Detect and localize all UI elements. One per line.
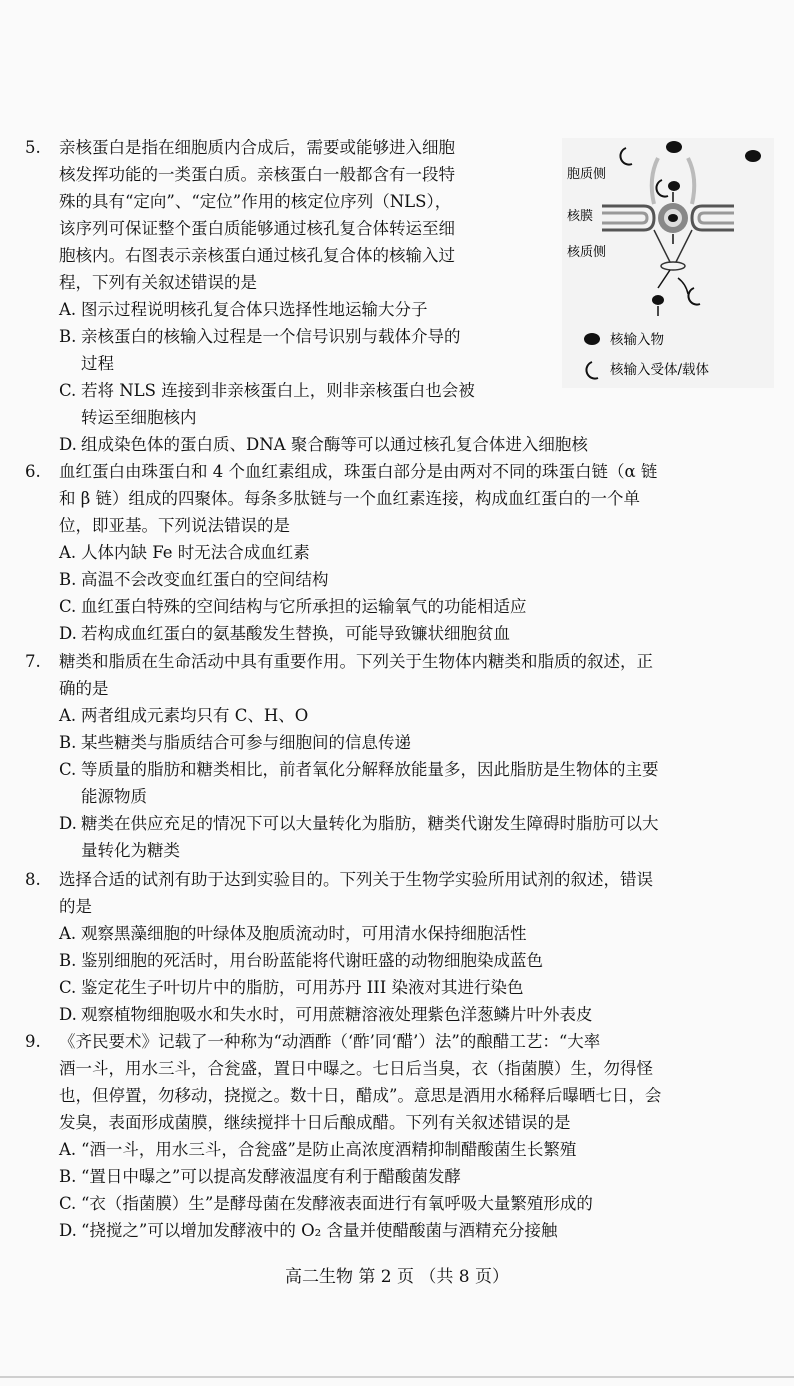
left-membrane-inner <box>602 213 647 223</box>
option-a <box>25 539 775 566</box>
option-text: “衣（指菌膜）生”是酵母菌在发酵液表面进行有氧呼吸大量繁殖形成的 <box>81 1194 593 1213</box>
stem-text: 程，下列有关叙述错误的是 <box>59 273 257 292</box>
option-text: 鉴别细胞的死活时，用台盼蓝能将代谢旺盛的动物细胞染成蓝色 <box>81 951 543 970</box>
receptor-crescent <box>620 148 632 165</box>
option-c <box>25 1190 775 1217</box>
option-c <box>25 593 775 620</box>
option-letter: D. <box>59 624 77 643</box>
option-text: 能源物质 <box>81 787 147 806</box>
option-d <box>25 431 775 458</box>
question-6 <box>25 458 775 647</box>
option-text: 量转化为糖类 <box>81 841 180 860</box>
option-text: 等质量的脂肪和糖类相比，前者氧化分解释放能量多，因此脂肪是生物体的主要 <box>81 760 659 779</box>
option-text: “酒一斗，用水三斗，合瓮盛”是防止高浓度酒精抑制醋酸菌生长繁殖 <box>81 1140 577 1159</box>
option-letter: D. <box>59 1005 77 1024</box>
question-stem-line <box>25 648 775 675</box>
option-c <box>25 783 775 810</box>
stem-text: 发臭，表面形成菌膜，继续搅拌十日后酿成醋。下列有关叙述错误的是 <box>59 1113 571 1132</box>
question-stem-line <box>25 1055 775 1082</box>
right-membrane-inner <box>699 213 734 223</box>
question-number: 9. <box>25 1032 41 1051</box>
question-stem-line <box>25 485 775 512</box>
option-text: 高温不会改变血红蛋白的空间结构 <box>81 570 329 589</box>
legend-receptor-icon <box>586 362 598 379</box>
stem-text: 《齐民要术》记载了一种称为“动酒酢（‘酢’同‘醋’）法”的酿醋工艺：“大率 <box>59 1032 601 1051</box>
option-letter: D. <box>59 814 77 833</box>
option-b <box>25 1163 775 1190</box>
cargo-dot <box>652 295 664 305</box>
option-d <box>25 837 775 864</box>
legend-receptor-label: 核输入受体/载体 <box>610 362 710 378</box>
question-8 <box>25 866 775 1028</box>
question-number: 7. <box>25 652 41 671</box>
option-text: 两者组成元素均只有 C、H、O <box>81 706 309 725</box>
question-7 <box>25 648 775 864</box>
basket-ring <box>661 262 685 270</box>
receptor-crescent <box>656 180 668 197</box>
bottom-rule <box>0 1376 794 1378</box>
option-letter: B. <box>59 327 77 346</box>
stem-text: 位，即亚基。下列说法错误的是 <box>59 516 290 535</box>
question-stem-line <box>25 1082 775 1109</box>
option-letter: D. <box>59 1221 77 1240</box>
option-text: 人体内缺 Fe 时无法合成血红素 <box>81 543 310 562</box>
option-letter: C. <box>59 597 77 616</box>
nuclear-pore-diagram <box>562 138 774 388</box>
label-nucleoplasm: 核质侧 <box>567 245 607 260</box>
option-letter: B. <box>59 733 77 752</box>
stem-text: 选择合适的试剂有助于达到实验目的。下列关于生物学实验所用试剂的叙述，错误 <box>59 870 653 889</box>
label-membrane: 核膜 <box>567 209 594 224</box>
stem-text: 亲核蛋白是指在细胞质内合成后，需要或能够进入细胞 <box>59 138 455 157</box>
question-stem-line <box>25 458 775 485</box>
option-a <box>25 702 775 729</box>
question-stem-line <box>25 675 775 702</box>
legend-cargo-icon <box>584 333 600 345</box>
cargo-dot <box>668 181 680 191</box>
stem-text: 该序列可保证整个蛋白质能够通过核孔复合体转运至细 <box>59 219 455 238</box>
option-text: 图示过程说明核孔复合体只选择性地运输大分子 <box>81 300 428 319</box>
option-letter: B. <box>59 570 77 589</box>
option-text: 糖类在供应充足的情况下可以大量转化为脂肪，糖类代谢发生障碍时脂肪可以大 <box>81 814 659 833</box>
option-text: 某些糖类与脂质结合可参与细胞间的信息传递 <box>81 733 411 752</box>
option-text: 组成染色体的蛋白质、DNA 聚合酶等可以通过核孔复合体进入细胞核 <box>81 435 588 454</box>
option-text: 若构成血红蛋白的氨基酸发生替换，可能导致镰状细胞贫血 <box>81 624 510 643</box>
stem-text: 也，但停置，勿移动，挠搅之。数十日，醋成”。意思是酒用水稀释后曝晒七日，会 <box>59 1086 662 1105</box>
cargo-dot <box>745 150 761 162</box>
stem-text: 确的是 <box>59 679 109 698</box>
option-letter: B. <box>59 951 77 970</box>
option-letter: A. <box>59 706 77 725</box>
option-letter: A. <box>59 543 77 562</box>
option-text: “挠搅之”可以增加发酵液中的 O₂ 含量并使醋酸菌与酒精充分接触 <box>81 1221 558 1240</box>
question-9 <box>25 1028 775 1244</box>
option-letter: C. <box>59 760 77 779</box>
option-letter: A. <box>59 300 77 319</box>
nuclear-import-figure <box>562 138 774 388</box>
option-d <box>25 1001 775 1028</box>
option-letter: B. <box>59 1167 77 1186</box>
option-text: 观察黑藻细胞的叶绿体及胞质流动时，可用清水保持细胞活性 <box>81 924 527 943</box>
arrow-recycle <box>678 278 688 294</box>
stem-text: 核发挥功能的一类蛋白质。亲核蛋白一般都含有一段特 <box>59 165 455 184</box>
arrow-release <box>658 270 670 288</box>
option-b <box>25 947 775 974</box>
cargo-dot <box>666 141 682 153</box>
question-stem-line <box>25 1028 775 1055</box>
receptor-crescent <box>688 288 700 305</box>
question-number: 5. <box>25 138 41 157</box>
stem-text: 血红蛋白由珠蛋白和 4 个血红素组成，珠蛋白部分是由两对不同的珠蛋白链（α 链 <box>59 462 658 481</box>
label-cytoplasm: 胞质侧 <box>567 167 607 182</box>
page-footer: 高二生物 第 2 页 （共 8 页） <box>284 1267 510 1287</box>
option-d <box>25 1217 775 1244</box>
option-c <box>25 756 775 783</box>
option-c <box>25 404 775 431</box>
question-stem-line <box>25 866 775 893</box>
option-a <box>25 920 775 947</box>
option-text: 血红蛋白特殊的空间结构与它所承担的运输氧气的功能相适应 <box>81 597 527 616</box>
option-b <box>25 566 775 593</box>
option-letter: A. <box>59 1140 77 1159</box>
option-text: “置日中曝之”可以提高发酵液温度有利于醋酸菌发酵 <box>81 1167 461 1186</box>
option-letter: C. <box>59 978 77 997</box>
question-number: 6. <box>25 462 41 481</box>
stem-text: 糖类和脂质在生命活动中具有重要作用。下列关于生物体内糖类和脂质的叙述，正 <box>59 652 653 671</box>
stem-text: 胞核内。右图表示亲核蛋白通过核孔复合体的核输入过 <box>59 246 455 265</box>
option-text: 观察植物细胞吸水和失水时，可用蔗糖溶液处理紫色洋葱鳞片叶外表皮 <box>81 1005 593 1024</box>
stem-text: 殊的具有“定向”、“定位”作用的核定位序列（NLS）， <box>59 192 452 211</box>
option-b <box>25 729 775 756</box>
option-text: 若将 NLS 连接到非亲核蛋白上，则非亲核蛋白也会被 <box>81 381 475 400</box>
pore-filament <box>688 158 694 204</box>
option-text: 过程 <box>81 354 114 373</box>
option-text: 鉴定花生子叶切片中的脂肪，可用苏丹 III 染液对其进行染色 <box>81 978 524 997</box>
stem-text: 酒一斗，用水三斗，合瓮盛，置日中曝之。七日后当臭，衣（指菌膜）生，勿得怪 <box>59 1059 653 1078</box>
option-a <box>25 1136 775 1163</box>
stem-text: 的是 <box>59 897 92 916</box>
option-letter: C. <box>59 1194 77 1213</box>
question-stem-line <box>25 893 775 920</box>
option-d <box>25 810 775 837</box>
question-stem-line <box>25 1109 775 1136</box>
option-letter: D. <box>59 435 77 454</box>
option-d <box>25 620 775 647</box>
option-c <box>25 974 775 1001</box>
stem-text: 和 β 链）组成的四聚体。每条多肽链与一个血红素连接，构成血红蛋白的一个单 <box>59 489 641 508</box>
legend-cargo-label: 核输入物 <box>610 332 664 348</box>
question-stem-line <box>25 512 775 539</box>
option-letter: C. <box>59 381 77 400</box>
cargo-dot <box>668 214 678 222</box>
option-text: 转运至细胞核内 <box>81 408 197 427</box>
option-letter: A. <box>59 924 77 943</box>
question-number: 8. <box>25 870 41 889</box>
pore-filament <box>652 158 658 204</box>
option-text: 亲核蛋白的核输入过程是一个信号识别与载体介导的 <box>81 327 461 346</box>
